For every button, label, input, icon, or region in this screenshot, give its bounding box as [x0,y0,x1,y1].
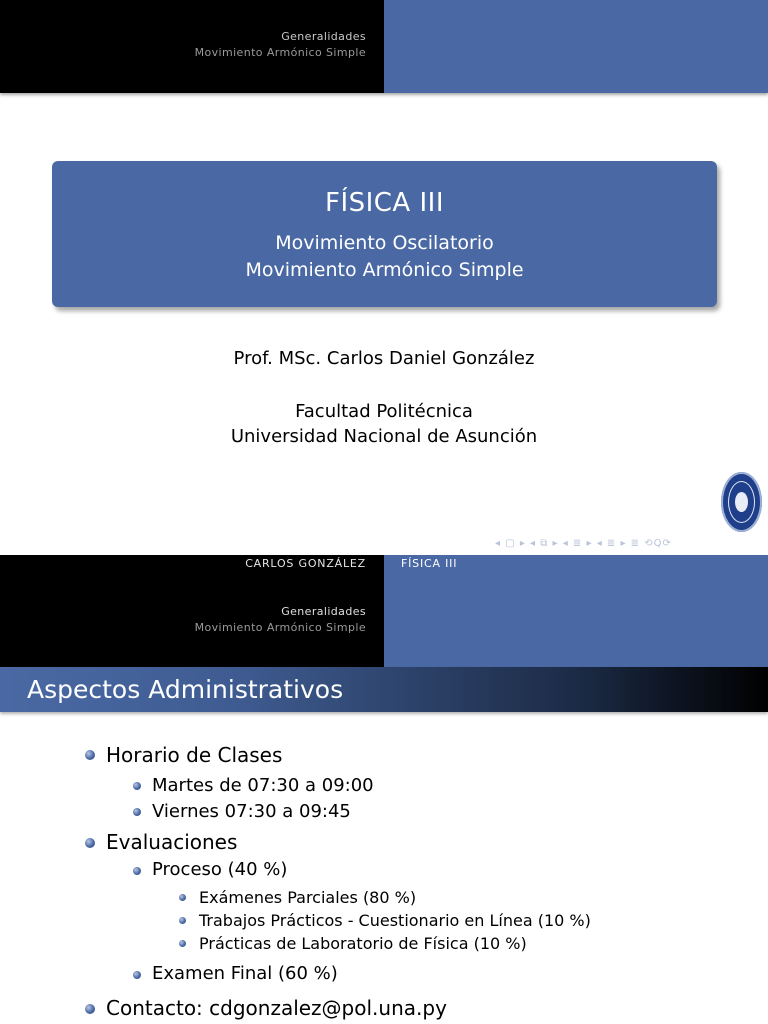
slide2-header-left-panel [0,575,384,667]
presentation-subtitle-line2: Movimiento Armónico Simple [245,259,524,281]
bullet-level1 [85,838,95,848]
bullet-level2 [133,808,141,816]
header-left-panel [0,0,384,93]
list-item-level3: Prácticas de Laboratorio de Física (10 %) [199,934,527,953]
bullet-level1 [85,1004,95,1014]
list-item-level2: Proceso (40 %) [152,859,288,880]
header-subsection[interactable]: Movimiento Armónico Simple [194,46,366,59]
header-section[interactable]: Generalidades [281,30,366,43]
header-section-nav [195,29,366,61]
institute-line2: Universidad Nacional de Asunción [230,426,538,447]
list-item-level2: Martes de 07:30 a 09:00 [152,775,374,796]
institute-line1: Facultad Politécnica [295,401,473,422]
bullet-level2 [133,971,141,979]
bullet-level3 [179,940,186,947]
presentation-title: FÍSICA III [324,188,444,218]
list-item-level1: Contacto: cdgonzalez@pol.una.py [106,996,447,1020]
footer-author: CARLOS GONZÁLEZ [0,555,384,575]
list-item-level1: Horario de Clases [106,743,283,767]
list-item-level3: Trabajos Prácticos - Cuestionario en Línea (10 %) [199,911,591,930]
bullet-level2 [133,782,141,790]
slide-footer [0,555,768,575]
list-item-level2: Examen Final (60 %) [152,963,338,984]
slide2-header-subsection[interactable]: Movimiento Armónico Simple [194,621,366,634]
university-seal-logo [721,472,762,532]
list-item-level3: Exámenes Parciales (80 %) [199,888,417,907]
header-right-panel [384,0,768,93]
list-item-level1: Evaluaciones [106,830,238,854]
author-name: Prof. MSc. Carlos Daniel González [233,348,535,369]
bullet-level2 [133,867,141,875]
slide2-header-section-nav [195,604,366,636]
bullet-level1 [85,750,95,760]
slide2-content [0,712,768,1024]
seal-core [735,492,748,512]
slide2-header [0,575,768,667]
presentation-subtitle-line1: Movimiento Oscilatorio [275,232,494,254]
list-item-level2: Viernes 07:30 a 09:45 [152,801,351,822]
bullet-level3 [179,894,186,901]
slide2-header-right-panel [384,575,768,667]
title-box [52,161,717,307]
beamer-navigation-symbols[interactable]: ◂ ▢ ▸ ◂ ⧉ ▸ ◂ ≣ ▸ ◂ ≣ ▸ ≣ ⟲Q⟳ [495,538,672,549]
institute [0,399,768,449]
footer-title: FÍSICA III [384,555,768,575]
frame-title: Aspectos Administrativos [0,667,768,712]
bullet-level3 [179,917,186,924]
slide2-header-section[interactable]: Generalidades [281,605,366,618]
slide-header [0,0,768,93]
